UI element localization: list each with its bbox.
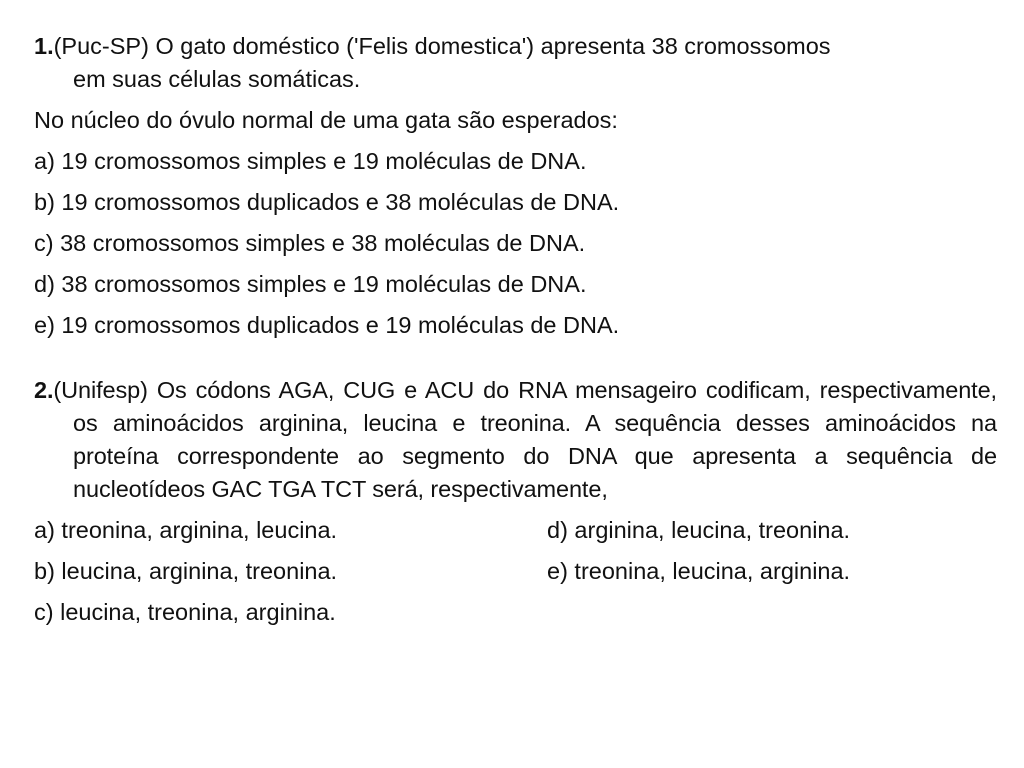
q1-option-a: a) 19 cromossomos simples e 19 moléculas de DNA. [34,148,587,174]
q1-stem-line1 [34,30,997,63]
q2-number: 2. [34,377,54,403]
q1-prompt: No núcleo do óvulo normal de uma gata são esperados: [34,107,618,133]
q2-option-a: a) treonina, arginina, leucina. [34,517,338,543]
q1-option-b: b) 19 cromossomos duplicados e 38 moléculas de DNA. [34,189,620,215]
q2-options-row1 [34,514,997,547]
q1-number: 1. [34,33,54,59]
q1-stem-line2: em suas células somáticas. [73,66,361,92]
q2-option-d: d) arginina, leucina, treonina. [547,517,851,543]
q1-option-d: d) 38 cromossomos simples e 19 moléculas de DNA. [34,271,587,297]
q2-options-row2 [34,555,997,588]
slide-content [34,30,997,629]
q1-option-c: c) 38 cromossomos simples e 38 moléculas de DNA. [34,230,586,256]
q2-options-row3 [34,596,997,629]
q1-option-e: e) 19 cromossomos duplicados e 19 moléculas de DNA. [34,312,620,338]
q2-stem-text: (Unifesp) Os códons AGA, CUG e ACU do RNA mensageiro codificam, respectivamente, os aminoácidos arginina, leucina e treonina. A sequência desses aminoácidos na proteína correspondente ao segmento do DNA que apresenta a sequência de nucleotídeos GAC TGA TCT será, respectivamente, [53,377,997,502]
q2-stem [34,374,997,506]
q2-option-c: c) leucina, treonina, arginina. [34,599,336,625]
q2-option-e: e) treonina, leucina, arginina. [547,558,851,584]
q1-stem-text: (Puc-SP) O gato doméstico ('Felis domestica') apresenta 38 cromossomos [53,33,831,59]
q2-option-b: b) leucina, arginina, treonina. [34,558,338,584]
